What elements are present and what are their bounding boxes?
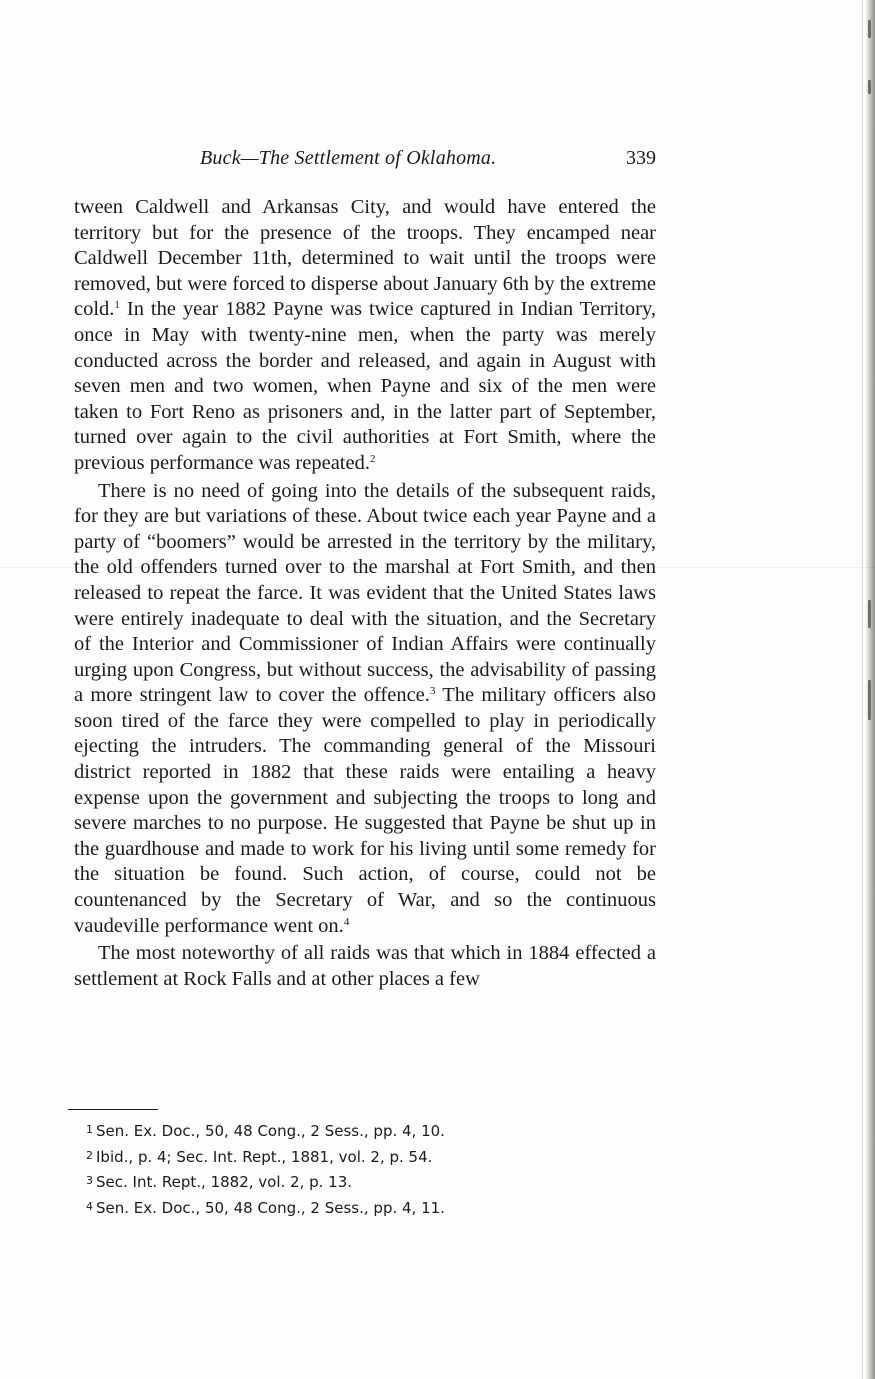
page-edge-line: [862, 0, 863, 1379]
footnote: [86, 1169, 626, 1195]
margin-mark: [868, 20, 871, 38]
footnote: [86, 1195, 626, 1221]
paragraph: [74, 195, 656, 477]
footnote-rule: [68, 1109, 158, 1110]
footnote: [86, 1144, 626, 1170]
margin-mark: [868, 680, 871, 720]
paragraph: [74, 941, 656, 992]
paragraph-text: The military officers also soon tired of the farce they were compelled to play in periodically ejecting the intruders. The commanding general of the Missouri district reported in 1882 that these raids were entailing a heavy expense upon the government and subjecting the troops to long and severe marches to no purpose. He suggested that Payne be shut up in the guardhouse and made to work for his living until some remedy for the situation be found. Such action, of course, could not be countenanced by the Secretary of War, and so the continuous vaudeville performance went on.: [74, 684, 656, 937]
footnote: [86, 1118, 626, 1144]
footnote-text: Sen. Ex. Doc., 50, 48 Cong., 2 Sess., pp. 4, 10.: [96, 1122, 445, 1140]
margin-mark: [868, 600, 871, 628]
footnotes: [86, 1118, 626, 1220]
margin-mark: [868, 80, 871, 94]
paragraph: [74, 479, 656, 940]
footnote-ref: 4: [343, 915, 350, 928]
footnote-ref: 2: [369, 452, 376, 465]
paragraph-text: In the year 1882 Payne was twice captured in Indian Territory, once in May with twenty-nine men, when the party was merely conducted across the border and released, and again in August with seven men and two women, when Payne and six of the men were taken to Fort Reno as prisoners and, in the latter part of September, turned over again to the civil authorities at Fort Smith, where the previous performance was repeated.: [74, 298, 656, 474]
paragraph-text: The most noteworthy of all raids was that which in 1884 effected a settlement at Rock Falls and at other places a few: [74, 942, 656, 990]
footnote-text: Ibid., p. 4; Sec. Int. Rept., 1881, vol. 2, p. 54.: [96, 1147, 433, 1166]
footnote-number: 1: [86, 1123, 93, 1136]
footnote-text: Sen. Ex. Doc., 50, 48 Cong., 2 Sess., pp. 4, 11.: [96, 1198, 445, 1217]
footnote-number: 3: [86, 1174, 93, 1187]
footnote-number: 4: [86, 1199, 93, 1213]
footnote-ref: 1: [114, 299, 120, 312]
running-title: Buck—The Settlement of Oklahoma.: [200, 147, 497, 169]
body-text: [74, 195, 656, 992]
page-number: 339: [626, 147, 656, 169]
footnote-text: Sec. Int. Rept., 1882, vol. 2, p. 13.: [96, 1173, 353, 1191]
paragraph-text: There is no need of going into the details of the subsequent raids, for they are but variations of these. About twice each year Payne and a party of “boomers” would be arrested in the territory by the military, the old offenders turned over to the marshal at Fort Smith, and then released to repeat the farce. It was evident that the United States laws were entirely inadequate to deal with the situation, and the Secretary of the Interior and Commissioner of Indian Affairs were continually urging upon Congress, but without success, the advisability of passing a more stringent law to cover the offence.: [74, 479, 656, 707]
running-header: [170, 147, 658, 173]
footnote-ref: 3: [429, 685, 436, 698]
paragraph-text: tween Caldwell and Arkansas City, and would have entered the territory but for the presence of the troops. They encamped near Caldwell December 11th, determined to wait until the troops were removed, but were forced to disperse about January 6th by the extreme cold.: [74, 196, 656, 321]
footnote-number: 2: [86, 1148, 93, 1162]
